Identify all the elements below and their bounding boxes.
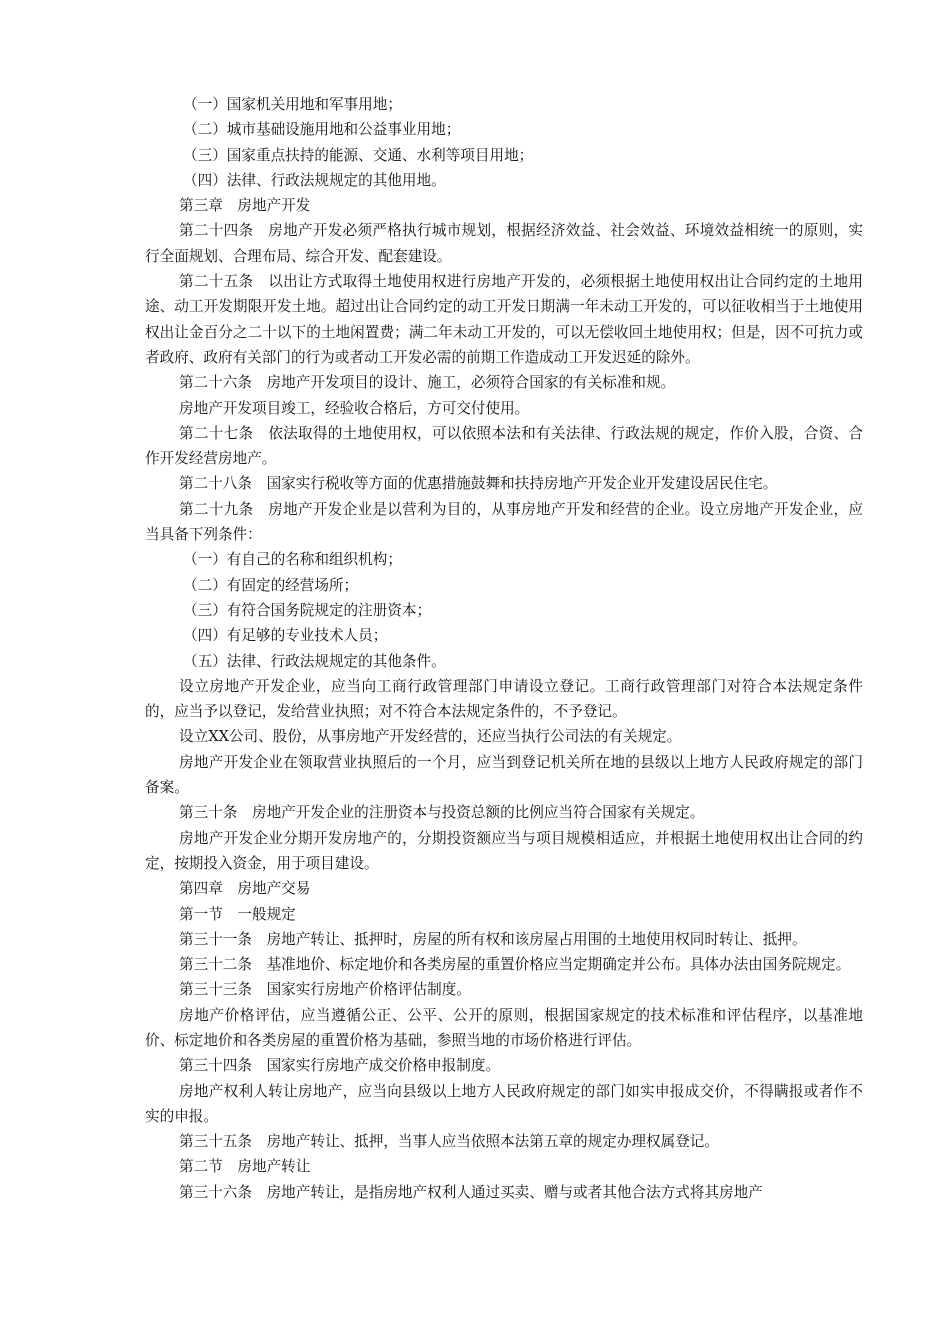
paragraph: （三）国家重点扶持的能源、交通、水利等项目用地；: [183, 146, 534, 164]
paragraph: （二）城市基础设施用地和公益事业用地；: [183, 121, 461, 139]
paragraph: 设立XX公司、股份，从事房地产开发经营的，还应当执行公司法的有关规定。: [179, 728, 682, 746]
paragraph: 房地产开发项目竣工，经验收合格后，方可交付使用。: [179, 399, 530, 417]
paragraph: 第一节 一般规定: [179, 905, 296, 923]
paragraph: 房地产开发企业分期开发房地产的，分期投资额应当与项目规模相适应，并根据土地使用权出让合同的约定，按期投入资金，用于项目建设。: [145, 829, 863, 872]
paragraph: 第二十八条 国家实行税收等方面的优惠措施鼓舞和扶持房地产开发企业开发建设居民住宅。: [179, 475, 778, 493]
paragraph: 第三十二条 基准地价、标定地价和各类房屋的重置价格应当定期确定并公布。具体办法由国务院规定。: [179, 956, 851, 974]
paragraph: 第三十六条 房地产转让，是指房地产权利人通过买卖、赠与或者其他合法方式将其房地产: [179, 1183, 763, 1201]
paragraph: 第三十四条 国家实行房地产成交价格申报制度。: [179, 1057, 501, 1075]
paragraph: 第二十七条 依法取得的土地使用权，可以依照本法和有关法律、行政法规的规定，作价入股，合资、合作开发经营房地产。: [145, 424, 863, 468]
paragraph: （四）法律、行政法规规定的其他用地。: [183, 171, 446, 189]
paragraph: 第三十五条 房地产转让、抵押，当事人应当依照本法第五章的规定办理权属登记。: [179, 1133, 719, 1151]
paragraph: （一）有自己的名称和组织机构；: [183, 551, 402, 569]
paragraph: 第三章 房地产开发: [179, 197, 311, 215]
paragraph: 房地产权利人转让房地产，应当向县级以上地方人民政府规定的部门如实申报成交价，不得瞒报或者作不实的申报。: [145, 1082, 863, 1125]
document-body: [145, 92, 863, 1205]
paragraph: 房地产价格评估，应当遵循公正、公平、公开的原则，根据国家规定的技术标准和评估程序，以基准地价、标定地价和各类房屋的重置价格为基础，参照当地的市场价格进行评估。: [145, 1006, 863, 1049]
paragraph: （五）法律、行政法规规定的其他条件。: [183, 652, 446, 670]
paragraph: （二）有固定的经营场所；: [183, 576, 359, 594]
paragraph: （一）国家机关用地和军事用地；: [183, 96, 402, 113]
paragraph: 第二十九条 房地产开发企业是以营利为目的，从事房地产开发和经营的企业。设立房地产开发企业，应当具备下列条件：: [145, 500, 863, 544]
paragraph: 第二节 房地产转让: [179, 1158, 311, 1176]
paragraph: 第三十条 房地产开发企业的注册资本与投资总额的比例应当符合国家有关规定。: [179, 804, 705, 822]
paragraph: 设立房地产开发企业，应当向工商行政管理部门申请设立登记。工商行政管理部门对符合本法规定条件的，应当予以登记，发给营业执照；对不符合本法规定条件的，不予登记。: [145, 677, 863, 721]
paragraph: 第三十一条 房地产转让、抵押时，房屋的所有权和该房屋占用围的土地使用权同时转让、抵押。: [179, 930, 807, 948]
paragraph: 第二十五条 以出让方式取得土地使用权进行房地产开发的，必须根据土地使用权出让合同约定的土地用途、动工开发期限开发土地。超过出让合同约定的动工开发日期满一年未动工开发的，可以征收相当于土地使用权出让金百分之二十以下的土地闲置费；满二年未动工开发的，可以无偿收回土地使用权；但是，因不可抗力或者政府、政府有关部门的行为或者动工开发必需的前期工作造成动工开发迟延的除外。: [145, 273, 863, 366]
paragraph: 房地产开发企业在领取营业执照后的一个月，应当到登记机关所在地的县级以上地方人民政府规定的部门备案。: [145, 753, 863, 797]
paragraph: （三）有符合国务院规定的注册资本；: [183, 601, 432, 619]
paragraph: （四）有足够的专业技术人员；: [183, 627, 388, 645]
paragraph: 第四章 房地产交易: [179, 880, 311, 898]
paragraph: 第三十三条 国家实行房地产价格评估制度。: [179, 981, 471, 999]
paragraph: 第二十四条 房地产开发必须严格执行城市规划，根据经济效益、社会效益、环境效益相统一的原则，实行全面规划、合理布局、综合开发、配套建设。: [145, 222, 863, 265]
paragraph: 第二十六条 房地产开发项目的设计、施工，必须符合国家的有关标准和规。: [179, 374, 676, 392]
